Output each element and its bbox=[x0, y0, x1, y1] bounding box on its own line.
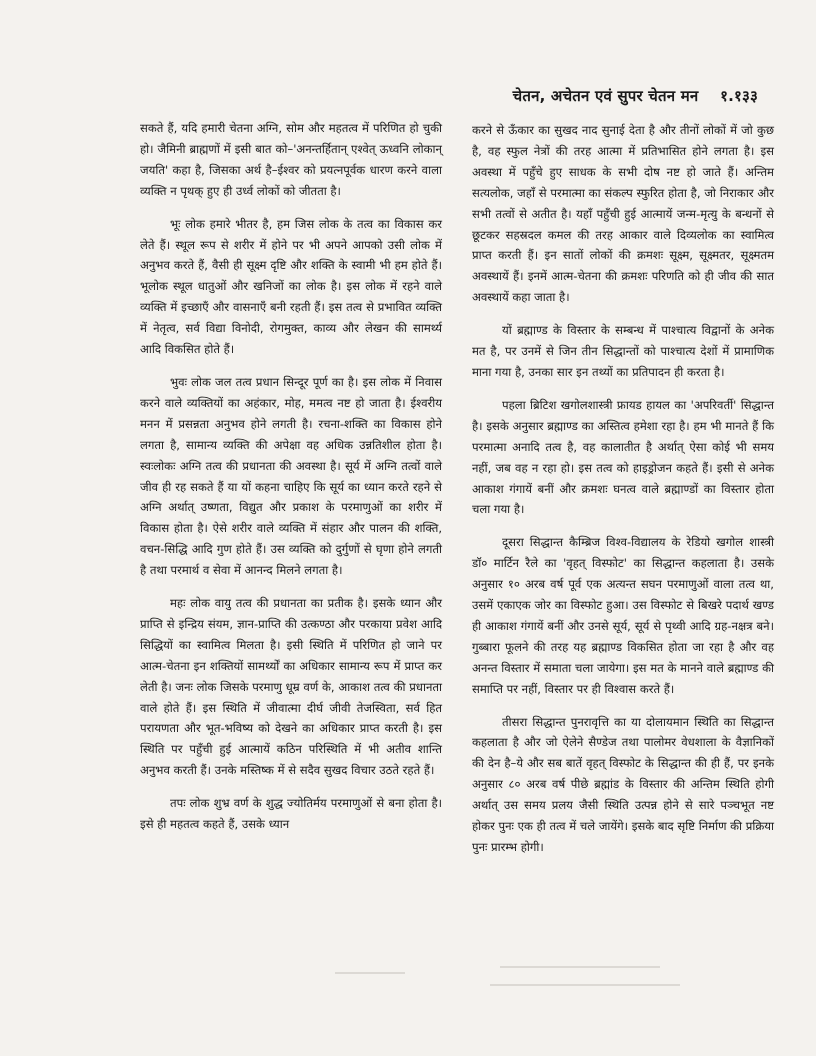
paragraph: भुवः लोक जल तत्व प्रधान सिन्दूर पूर्ण का है। इस लोक में निवास करने वाले व्यक्तियों का अहंकार, मोह, ममत्व नष्ट हो जाता है। ईश्वरीय मनन में प्रसन्नता अनुभव होने लगती है। रचना-शक्ति का विकास होने लगता है, सामान्य व्यक्ति की अपेक्षा वह अधिक उन्नतिशील होता है। स्वःलोकः अग्नि तत्व की प्रधानता की अवस्था है। सूर्य में अग्नि तत्वों वाले जीव ही रह सकते हैं या यों कहना चाहिए कि सूर्य का ध्यान करते रहने से अग्नि अर्थात् उष्णता, विद्युत और प्रकाश के परमाणुओं का शरीर में विकास होता है। ऐसे शरीर वाले व्यक्ति में संहार और पालन की शक्ति, वचन-सिद्धि आदि गुण होते हैं। उस व्यक्ति को दुर्गुणों से घृणा होने लगती है तथा परमार्थ व सेवा में आनन्द मिलने लगता है। bbox=[140, 374, 442, 578]
paragraph: महः लोक वायु तत्व की प्रधानता का प्रतीक है। इसके ध्यान और प्राप्ति से इन्द्रिय संयम, ज्ञान-प्राप्ति की उत्कण्ठा और परकाया प्रवेश आदि सिद्धियों का स्वामित्व मिलता है। इसी स्थिति में परिणित हो जाने पर आत्म-चेतना इन शक्तियों सामर्थ्यों का अधिकार सामान्य रूप में प्राप्त कर लेती है। जनः लोक जिसके परमाणु धूम्र वर्ण के, आकाश तत्व की प्रधानता वाले होते हैं। इस स्थिति में जीवात्मा दीर्घ जीवी तेजस्विता, सर्व हित परायणता और भूत-भविष्य को देखने का अधिकार प्राप्त करती है। इस स्थिति पर पहुँची हुई आत्मायें कठिन परिस्थिति में भी अतीव शान्ति अनुभव करती हैं। उनके मस्तिष्क में से सदैव सुखद विचार उठते रहते हैं। bbox=[140, 596, 442, 778]
paragraph: सकते हैं, यदि हमारी चेतना अग्नि, सोम और महतत्व में परिणित हो चुकी हो। जैमिनी ब्राह्मणों में इसी बात को–'अनन्तर्हितान् एश्वेत् ऊध्वनि लोकान् जयति' कहा है, जिसका अर्थ है–ईश्वर को प्रयत्नपूर्वक धारण करने वाला व्यक्ति न पृथक् हुए ही उर्ध्व लोकों को जीतता है। bbox=[140, 121, 442, 198]
paragraph: तपः लोक शुभ्र वर्ण के शुद्ध ज्योतिर्मय परमाणुओं से बना होता है। इसे ही महतत्व कहते हैं, उसके ध्यान bbox=[140, 796, 442, 832]
right-column bbox=[472, 120, 774, 858]
page-number: १.१३३ bbox=[720, 87, 758, 105]
running-title: चेतन, अचेतन एवं सुपर चेतन मन bbox=[512, 87, 699, 105]
paragraph: दूसरा सिद्धान्त कैम्ब्रिज विश्व-विद्यालय के रेडियो खगोल शास्त्री डॉ० मार्टिन रैले का 'वृहत् विस्फोट' का सिद्धान्त कहलाता है। उसके अनुसार १० अरब वर्ष पूर्व एक अत्यन्त सघन परमाणुओं वाला तत्व था, उसमें एकाएक जोर का विस्फोट हुआ। उस विस्फोट से बिखरे पदार्थ खण्ड ही आकाश गंगायें बनीं और उनसे सूर्य, सूर्य से पृथ्वी आदि ग्रह-नक्षत्र बने। गुब्बारा फूलने की तरह यह ब्रह्माण्ड विकसित होता जा रहा है और वह अनन्त विस्तार में समाता चला जायेगा। इस मत के मानने वाले ब्रह्माण्ड की समाप्ति पर नहीं, विस्तार पर ही विश्वास करते हैं। bbox=[472, 535, 774, 696]
paragraph: तीसरा सिद्धान्त पुनरावृत्ति का या दोलायमान स्थिति का सिद्धान्त कहलाता है और जो ऐलेने सैण्डेज तथा पालोमर वेधशाला के वैज्ञानिकों की देन है–ये और सब बातें वृहत् विस्फोट के सिद्धान्त की ही हैं, पर इनके अनुसार ८० अरब वर्ष पीछे ब्रह्मांड के विस्तार की अन्तिम स्थिति होगी अर्थात् उस समय प्रलय जैसी स्थिति उत्पन्न होने से सारे पञ्चभूत नष्ट होकर पुनः एक ही तत्व में चले जायेंगे। इसके बाद सृष्टि निर्माण की प्रक्रिया पुनः प्रारम्भ होगी। bbox=[472, 714, 774, 854]
running-header bbox=[513, 86, 758, 106]
paragraph: भूः लोक हमारे भीतर है, हम जिस लोक के तत्व का विकास कर लेते हैं। स्थूल रूप से शरीर में होने पर भी अपने आपको उसी लोक में अनुभव करते हैं, वैसी ही सूक्ष्म दृष्टि और शक्ति के स्वामी भी हम होते हैं। भूलोक स्थूल धातुओं और खनिजों का लोक है। इस लोक में रहने वाले व्यक्ति में इच्छाएँ और वासनाएँ बनी रहती हैं। इस तत्व से प्रभावित व्यक्ति में नेतृत्व, सर्व विद्या विनोदी, रोगमुक्त, काव्य और लेखन की सामर्थ्य आदि विकसित होते हैं। bbox=[140, 216, 442, 357]
paragraph: पहला ब्रिटिश खगोलशास्त्री फ्रायड हायल का 'अपरिवर्ती' सिद्धान्त है। इसके अनुसार ब्रह्माण्ड का अस्तित्व हमेशा रहा है। हम भी मानते हैं कि परमात्मा अनादि तत्व है, वह कालातीत है अर्थात् ऐसा कोई भी समय नहीं, जब वह न रहा हो। इस तत्व को हाइड्रोजन कहते हैं। इसी से अनेक आकाश गंगायें बनीं और क्रमशः घनत्व वाले ब्रह्माण्डों का विस्तार होता चला गया है। bbox=[472, 397, 774, 517]
paragraph: यों ब्रह्माण्ड के विस्तार के सम्बन्ध में पाश्चात्य विद्वानों के अनेक मत है, पर उनमें से जिन तीन सिद्धान्तों को पाश्चात्य देशों में प्रामाणिक माना गया है, उनका सार इन तथ्यों का प्रतिपादन ही करता है। bbox=[472, 323, 774, 379]
paragraph: करने से ऊँकार का सुखद नाद सुनाई देता है और तीनों लोकों में जो कुछ है, वह स्फुल नेत्रों की तरह आत्मा में प्रतिभासित होने लगता है। इस अवस्था में पहुँचे हुए साधक के सभी दोष नष्ट हो जाते हैं। अन्तिम सत्यलोक, जहाँ से परमात्मा का संकल्प स्फुरित होता है, जो निराकार और सभी तत्वों से अतीत है। यहाँ पहुँची हुई आत्मायें जन्म-मृत्यु के बन्धनों से छूटकर सहस्रदल कमल की तरह आकार वाले दिव्यलोक का स्वामित्व प्राप्त करती हैं। इन सातों लोकों की क्रमशः सूक्ष्म, सूक्ष्मतर, सूक्ष्मतम अवस्थायें हैं। इनमें आत्म-चेतना की क्रमशः परिणति को ही जीव की सात अवस्थायें कहा जाता है। bbox=[472, 123, 774, 305]
left-column bbox=[140, 118, 442, 835]
